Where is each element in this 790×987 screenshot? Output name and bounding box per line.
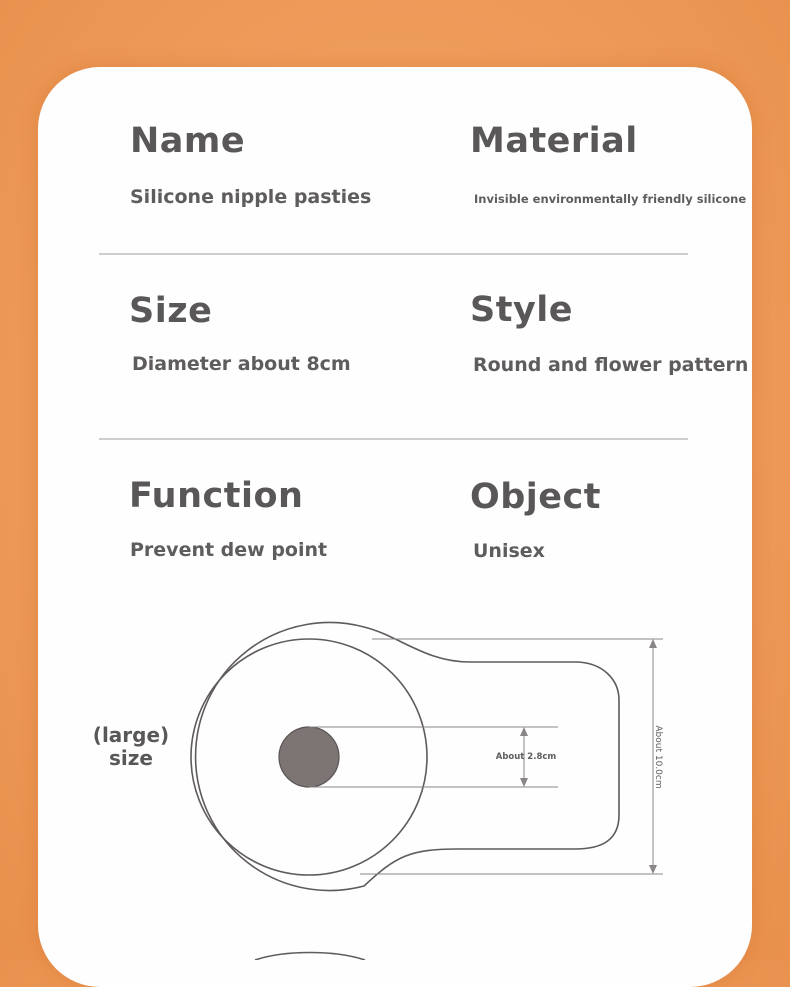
material-heading: Material [470, 121, 638, 161]
material-value: Invisible environmentally friendly silicone [474, 192, 747, 206]
name-heading: Name [130, 121, 246, 161]
outer-dimension-label: About 10.0cm [653, 725, 663, 789]
function-heading: Function [129, 476, 304, 516]
inner-dimension-label: About 2.8cm [495, 752, 557, 762]
next-pasty-outline [255, 953, 365, 961]
size-value: Diameter about 8cm [132, 353, 351, 375]
nipple-center [279, 727, 339, 787]
object-value: Unisex [473, 540, 545, 562]
function-value: Prevent dew point [130, 539, 328, 561]
object-heading: Object [470, 477, 602, 517]
size-heading: Size [129, 291, 213, 331]
name-value: Silicone nipple pasties [130, 186, 372, 208]
style-value: Round and flower pattern [473, 354, 749, 376]
style-heading: Style [470, 290, 573, 330]
size-label-line2: size [109, 746, 153, 770]
size-label-line1: (large) [92, 723, 170, 747]
